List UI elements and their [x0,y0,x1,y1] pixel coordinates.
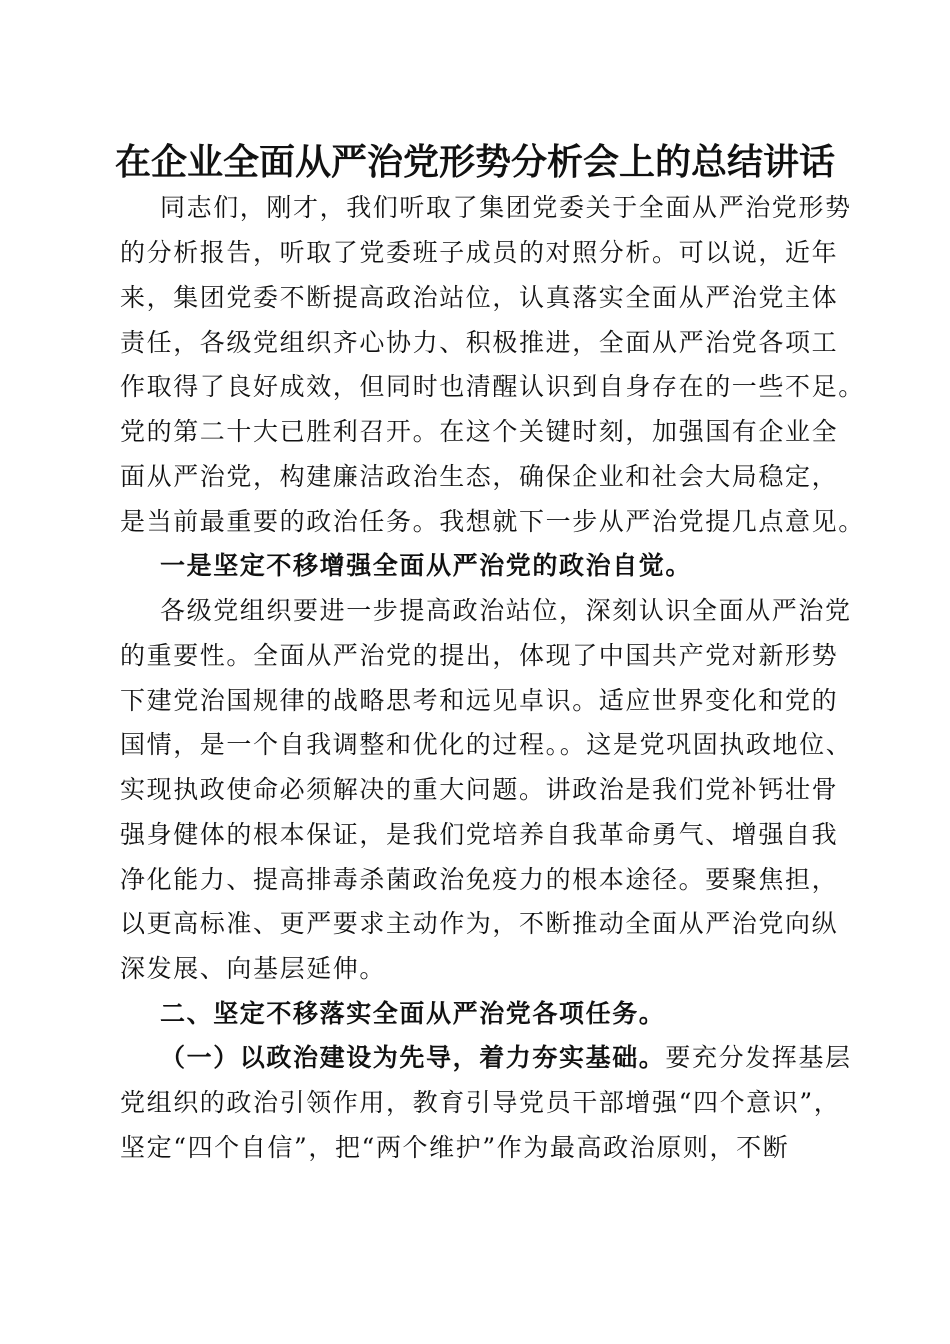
paragraph-line: 下建党治国规律的战略思考和远见卓识。适应世界变化和党的 [120,686,839,715]
paragraph-line: 国情，是一个自我调整和优化的过程。。这是党巩固执政地位、 [120,730,853,759]
paragraph-line: 坚定“四个自信”，把“两个维护”作为最高政治原则，不断 [120,1133,790,1162]
paragraph-line: 责任，各级党组织齐心协力、积极推进，全面从严治党各项工 [120,328,839,357]
paragraph-line: 净化能力、提高排毒杀菌政治免疫力的根本途径。要聚焦担， [120,865,839,894]
paragraph-line: 实现执政使命必须解决的重大问题。讲政治是我们党补钙壮骨 [120,775,839,804]
document-title: 在企业全面从严治党形势分析会上的总结讲话 [114,141,835,183]
paragraph-line: 是当前最重要的政治任务。我想就下一步从严治党提几点意见。 [120,507,865,536]
paragraph-line: 的重要性。全面从严治党的提出，体现了中国共产党对新形势 [120,641,839,670]
paragraph-line: 党的第二十大已胜利召开。在这个关键时刻，加强国有企业全 [120,417,839,446]
paragraph-line: 的分析报告，听取了党委班子成员的对照分析。可以说，近年 [120,238,839,267]
paragraph-line: 作取得了良好成效，但同时也清醒认识到自身存在的一些不足。 [120,372,865,401]
paragraph-line [160,1038,852,1078]
paragraph-line: 深发展、向基层延伸。 [120,954,387,983]
paragraph-line: 来，集团党委不断提高政治站位，认真落实全面从严治党主体 [120,283,839,312]
section-heading: 一是坚定不移增强全面从严治党的政治自觉。 [160,551,693,580]
paragraph-line: 面从严治党，构建廉洁政治生态，确保企业和社会大局稳定， [120,462,839,491]
paragraph-line: 同志们，刚才，我们听取了集团党委关于全面从严治党形势 [160,193,852,222]
paragraph-text: 要充分发挥基层 [665,1043,852,1072]
paragraph-line: 强身健体的根本保证，是我们党培养自我革命勇气、增强自我 [120,820,839,849]
paragraph-line: 各级党组织要进一步提高政治站位，深刻认识全面从严治党 [160,596,852,625]
paragraph-line: 党组织的政治引领作用，教育引导党员干部增强“四个意识”， [120,1088,841,1117]
section-heading: 二、坚定不移落实全面从严治党各项任务。 [160,999,666,1028]
subsection-heading: （一）以政治建设为先导，着力夯实基础。 [160,1043,666,1072]
paragraph-line: 以更高标准、更严要求主动作为，不断推动全面从严治党向纵 [120,909,839,938]
